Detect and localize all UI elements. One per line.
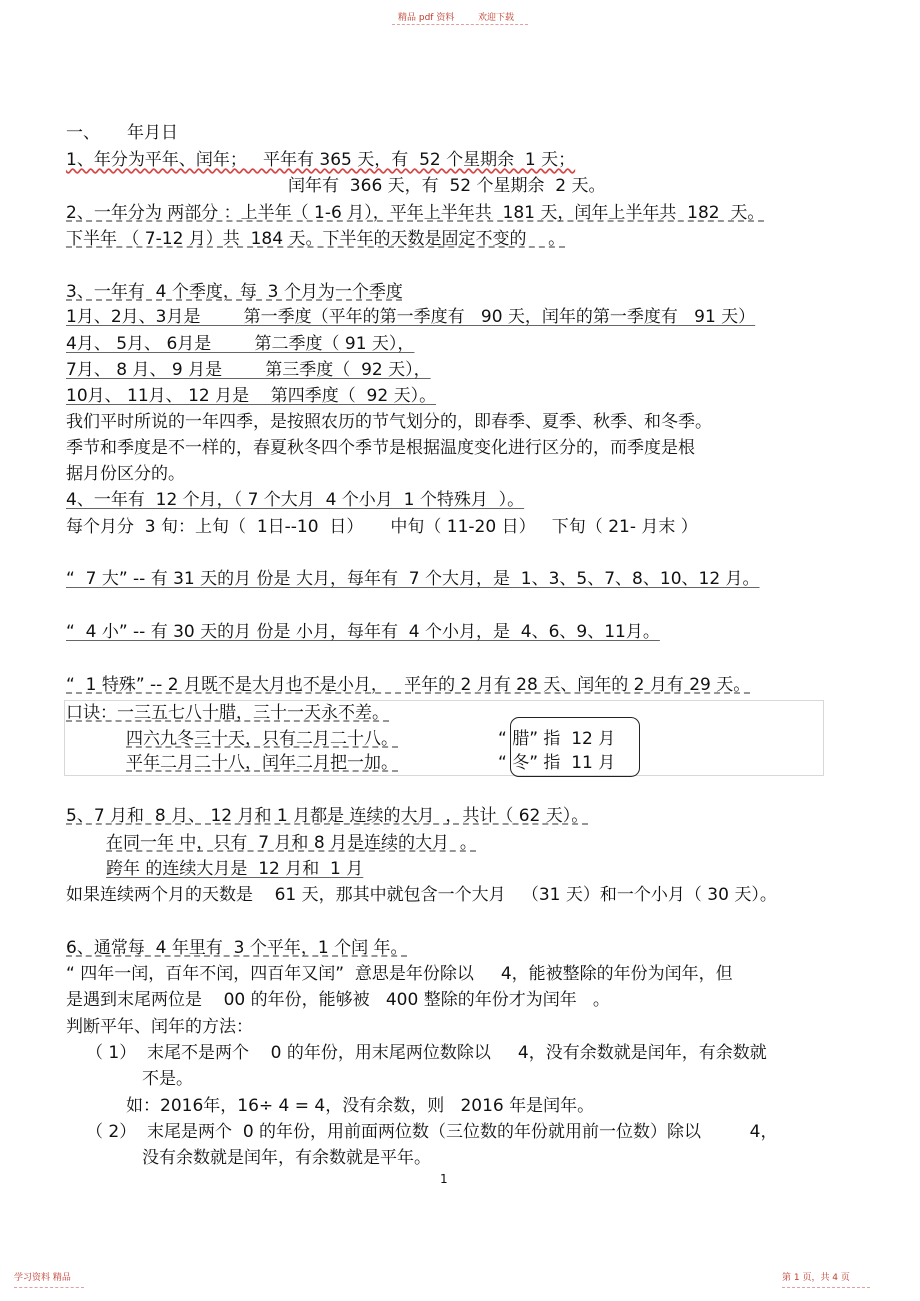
text-line: “ 1 特殊” -- 2 月既不是大月也不是小月， 平年的 2 月有 28 天、闰年的 2 月有 29 天。 <box>66 675 751 695</box>
text-line: 跨年 的连续大月是 12 月和 1 月 <box>106 859 364 879</box>
text-line: 4月、 5月、 6月是 第二季度（ 91 天）， <box>66 334 415 354</box>
text-line: “ 7 大” -- 有 31 天的月 份是 大月，每年有 7 个大月，是 1、3、5、7、8、10、12 月。 <box>66 569 760 589</box>
text-line: 没有余数就是闰年，有余数就是平年。 <box>142 1148 431 1168</box>
mnemonic-line: 四六九冬三十天，只有二月二十八。 <box>126 729 398 749</box>
text-line: “ 4 小” -- 有 30 天的月 份是 小月，每年有 4 个小月，是 4、6、9、11月。 <box>66 622 660 642</box>
text-line: “ 四年一闰，百年不闰，四百年又闰” 意思是年份除以 4，能被整除的年份为闰年，但 <box>66 964 733 984</box>
header-left: 精品 pdf 资料 <box>398 13 455 23</box>
hint-line: “ 腊” 指 12 月 <box>498 729 616 749</box>
footer-left: 学习资料 精品 <box>14 1273 71 1283</box>
text-line: 在同一年 中，只有 7 月和 8 月是连续的大月 。 <box>106 833 477 853</box>
header-right: 欢迎下载 <box>478 13 515 23</box>
text-line: 下半年 （ 7-12 月）共 184 天。下半年的天数是固定不变的 。 <box>66 229 566 249</box>
text-line: 7月、 8 月、 9 月是 第三季度（ 92 天）， <box>66 360 431 380</box>
mnemonic-line: 平年二月二十八，闰年二月把一加。 <box>126 753 398 773</box>
text-line: 5、7 月和 8 月、 12 月和 1 月都是 连续的大月 ，共计（ 62 天）。 <box>66 806 589 826</box>
page-number: 1 <box>440 1172 448 1186</box>
text-line: 判断平年、闰年的方法： <box>66 1017 253 1037</box>
text-line: 6、通常每 4 年里有 3 个平年，1 个闰 年。 <box>66 938 408 958</box>
footer-divider-left <box>14 1287 84 1288</box>
text-line: 4、一年有 12 个月，（ 7 个大月 4 个小月 1 个特殊月 ）。 <box>66 490 525 510</box>
hint-line: “ 冬” 指 11 月 <box>498 753 616 773</box>
text-line: （ 2） 末尾是两个 0 的年份，用前面两位数（三位数的年份就用前一位数）除以 4， <box>86 1122 778 1142</box>
text-line: 不是。 <box>142 1069 193 1089</box>
header-divider <box>392 24 528 25</box>
text-line: 2、一年分为 两部分 ：上半年（ 1-6 月），平年上半年共 181 天，闰年上半年共 182 天。 <box>66 203 765 223</box>
footer-divider-right <box>782 1287 870 1288</box>
footer-right: 第 1 页，共 4 页 <box>782 1273 850 1283</box>
text-line: 我们平时所说的一年四季，是按照农历的节气划分的，即春季、夏季、秋季、和冬季。 <box>66 412 712 432</box>
text-line: 据月份区分的。 <box>66 464 185 484</box>
text-line: 每个月分 3 旬：上旬（ 1日--10 日） 中旬（ 11-20 日） 下旬（ 21- 月末 ） <box>66 517 698 537</box>
text-line: 如：2016年，16÷ 4 = 4，没有余数，则 2016 年是闰年。 <box>126 1096 595 1116</box>
text-line: （ 1） 末尾不是两个 0 的年份，用末尾两位数除以 4，没有余数就是闰年，有余数就 <box>86 1043 767 1063</box>
section-title: 一、 年月日 <box>66 123 179 143</box>
text-line: 是遇到末尾两位是 00 的年份，能够被 400 整除的年份才为闰年 。 <box>66 990 610 1010</box>
text-line: 1月、2月、3月是 第一季度（平年的第一季度有 90 天，闰年的第一季度有 91 天） <box>66 307 756 327</box>
text-line: 如果连续两个月的天数是 61 天，那其中就包含一个大月 （31 天）和一个小月（ 30 天）。 <box>66 885 777 905</box>
text-line: 10月、 11月、 12 月是 第四季度（ 92 天）。 <box>66 386 437 406</box>
text-line: 3、一年有 4 个季度，每 3 个月为一个季度 <box>66 282 403 302</box>
text-line: 闰年有 366 天，有 52 个星期余 2 天。 <box>288 176 606 196</box>
mnemonic-line: 口诀：一三五七八十腊，三十一天永不差。 <box>66 703 389 723</box>
text-line: 1、年分为平年、闰年； 平年有 365 天，有 52 个星期余 1 天； <box>66 150 576 170</box>
text-line: 季节和季度是不一样的，春夏秋冬四个季节是根据温度变化进行区分的，而季度是根 <box>66 438 695 458</box>
